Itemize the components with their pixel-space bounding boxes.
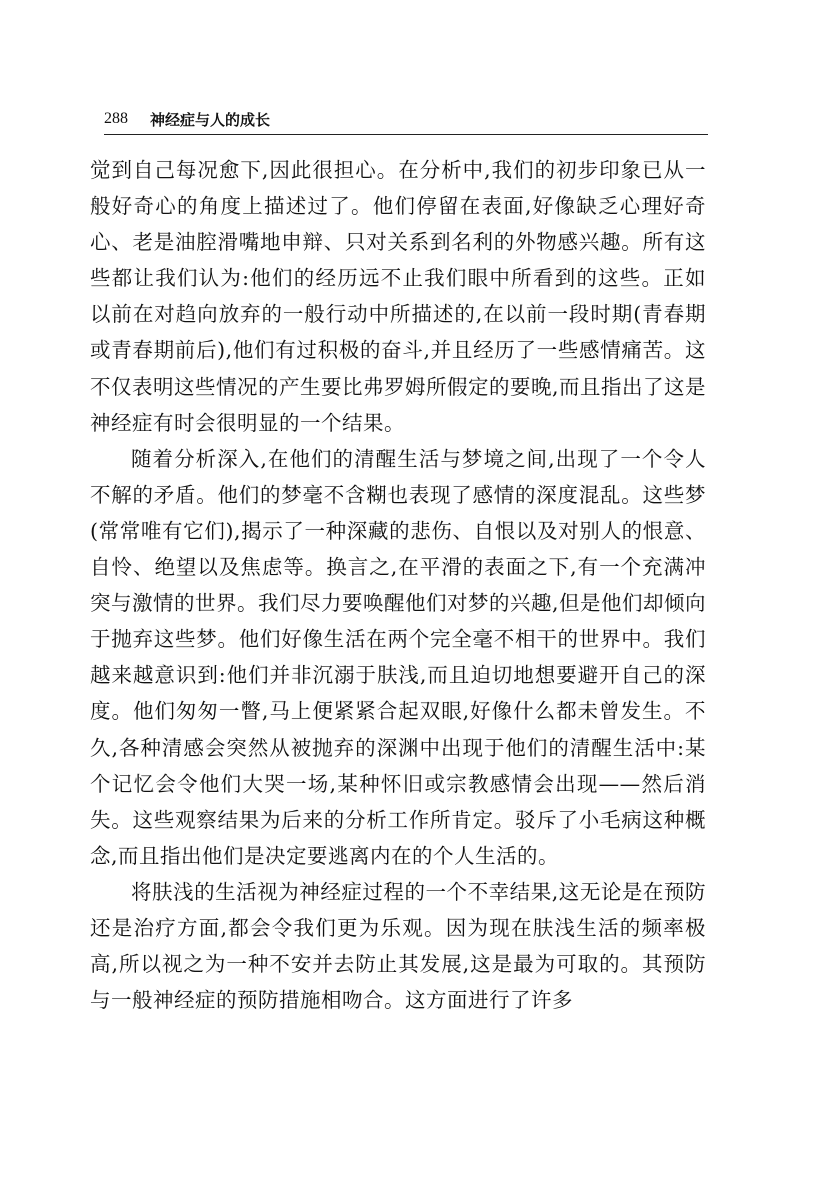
body-text: [90, 152, 706, 1018]
page-number: 288: [104, 110, 128, 127]
paragraph-dreams: 随着分析深入,在他们的清醒生活与梦境之间,出现了一个令人不解的矛盾。他们的梦毫不含糊也表现了感情的深度混乱。这些梦(常常唯有它们),揭示了一种深藏的悲伤、自恨以及对别人的恨意、自怜、绝望以及焦虑等。换言之,在平滑的表面之下,有一个充满冲突与激情的世界。我们尽力要唤醒他们对梦的兴趣,但是他们却倾向于抛弃这些梦。他们好像生活在两个完全毫不相干的世界中。我们越来越意识到:他们并非沉溺于肤浅,而且迫切地想要避开自己的深度。他们匆匆一瞥,马上便紧紧合起双眼,好像什么都未曾发生。不久,各种清感会突然从被抛弃的深渊中出现于他们的清醒生活中:某个记忆会令他们大哭一场,某种怀旧或宗教感情会出现——然后消失。这些观察结果为后来的分析工作所肯定。驳斥了小毛病这种概念,而且指出他们是决定要逃离内在的个人生活的。: [90, 446, 707, 868]
book-title: 神经症与人的成长: [150, 110, 271, 129]
paragraph-prevention: 将肤浅的生活视为神经症过程的一个不幸结果,这无论是在预防还是治疗方面,都会令我们更为乐观。因为现在肤浅生活的频率极高,所以视之为一种不安并去防止其发展,这是最为可取的。其预防与一般神经症的预防措施相吻合。这方面进行了许多: [90, 879, 706, 1013]
paragraph-continuation: 觉到自己每况愈下,因此很担心。在分析中,我们的初步印象已从一般好奇心的角度上描述过了。他们停留在表面,好像缺乏心理好奇心、老是油腔滑嘴地申辩、只对关系到名利的外物感兴趣。所有这些都让我们认为:他们的经历远不止我们眼中所看到的这些。正如以前在对趋向放弃的一般行动中所描述的,在以前一段时期(青春期或青春期前后),他们有过积极的奋斗,并且经历了一些感情痛苦。这不仅表明这些情况的产生要比弗罗姆所假定的要晚,而且指出了这是神经症有时会很明显的一个结果。: [90, 158, 707, 435]
running-header: [104, 104, 708, 135]
